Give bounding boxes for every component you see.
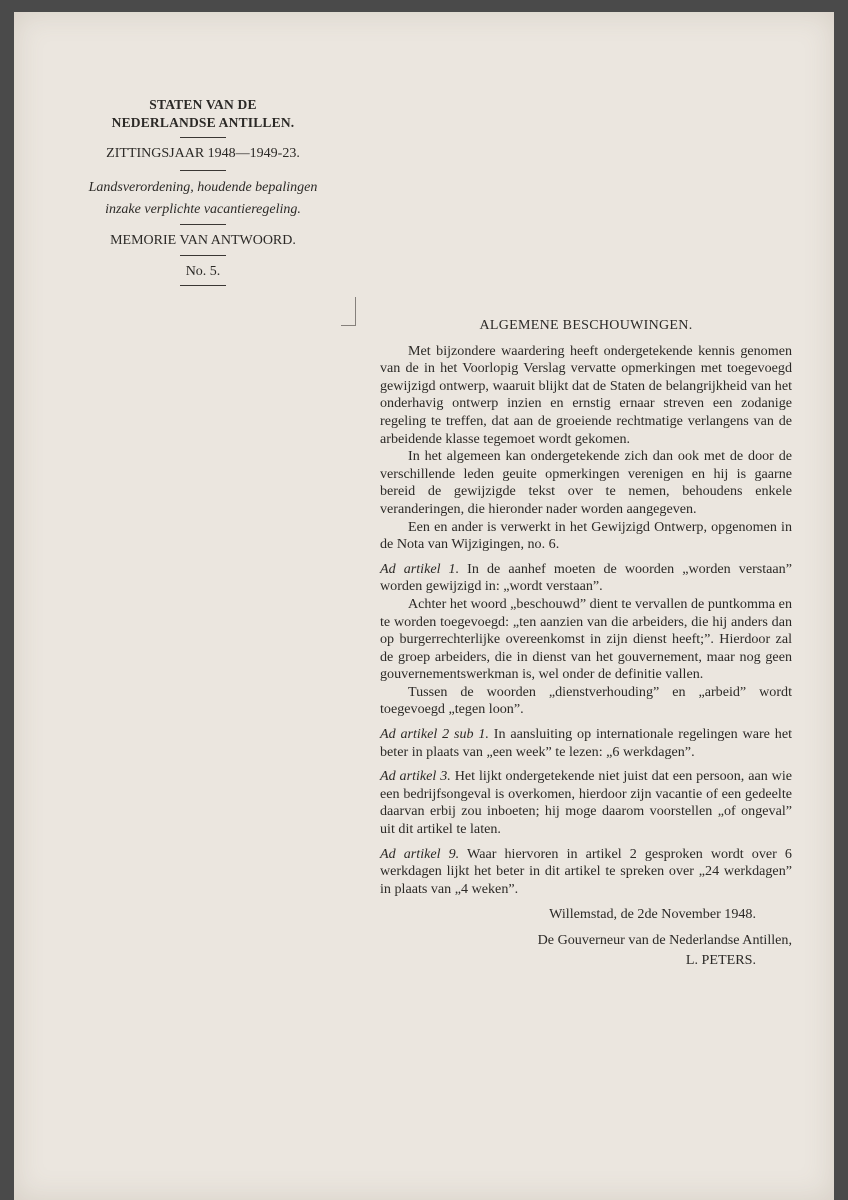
article-1-paragraph	[380, 561, 792, 596]
header-rule	[180, 170, 226, 171]
article-3-paragraph	[380, 768, 792, 838]
document-page	[14, 12, 834, 1200]
article-3-label: Ad artikel 3.	[380, 768, 451, 785]
header-rule	[180, 224, 226, 225]
header-rule	[180, 285, 226, 286]
place-and-date: Willemstad, de 2de November 1948.	[549, 906, 756, 923]
body-paragraph-1: Met bijzondere waardering heeft ondergetekende kennis genomen van de in het Voorlopig Verslag vervatte opmerkingen met toegevoegd gewijzigd ontwerp, waaruit blijkt dat de Staten de belangrijkheid van het onderhavig ontwerp inzien en ernstig ernaar streven een zodanige regeling te treffen, dat aan de groeiende rechtmatige verlangens van de arbeidende klasse tegemoet wordt gekomen.	[380, 342, 792, 447]
article-1-paragraph-2: Achter het woord „beschouwd” dient te vervallen de puntkomma en te worden toegevoegd: „ten aanzien van die arbeiders, die hij anders dan op burgerrechterlijke overeenkomst in zijn dienst heeft;”. Hierdoor zal de groep arbeiders, die in dienst van het gouvernement, maar nog geen gouvernementswerkman is, wel onder de definitie vallen.	[380, 595, 792, 683]
article-1-text: In de aanhef moeten de woorden „worden verstaan” worden gewijzigd in: „wordt verstaan”.	[380, 560, 792, 595]
document-header	[58, 96, 348, 291]
document-number: No. 5.	[185, 264, 221, 279]
signer-title: De Gouverneur van de Nederlandse Antillen,	[537, 932, 792, 948]
article-9-paragraph	[380, 846, 792, 899]
article-1-paragraph-3: Tussen de woorden „dienstverhouding” en „arbeid” wordt toegevoegd „tegen loon”.	[380, 683, 792, 718]
header-rule	[180, 255, 226, 256]
body-paragraph-3: Een en ander is verwerkt in het Gewijzigd Ontwerp, opgenomen in de Nota van Wijzigingen, no. 6.	[380, 518, 792, 553]
article-2-label: Ad artikel 2 sub 1.	[380, 726, 489, 743]
subject-line-1: Landsverordening, houdende bepalingen	[88, 180, 318, 195]
article-2-paragraph	[380, 726, 792, 761]
body-paragraph-2: In het algemeen kan ondergetekende zich dan ook met de door de verschillende leden geuite opmerkingen verenigen en hij is gaarne bereid de gewijzigde tekst over te nemen, behoudens enkele veranderingen, die hieronder nader worden aangegeven.	[380, 448, 792, 517]
document-title: MEMORIE VAN ANTWOORD.	[110, 233, 296, 248]
issuer-line-2: NEDERLANDSE ANTILLEN.	[111, 115, 295, 130]
issuer-line-1: STATEN VAN DE	[149, 97, 257, 112]
article-9-label: Ad artikel 9.	[380, 845, 460, 862]
article-1-label: Ad artikel 1.	[380, 560, 460, 577]
article-2-text: In aansluiting op internationale regelingen ware het beter in plaats van „een week” te lezen: „6 werkdagen”.	[380, 726, 792, 760]
scan-bracket-mark	[341, 297, 356, 326]
session-year: ZITTINGSJAAR 1948—1949-23.	[106, 146, 300, 161]
article-9-text: Waar hiervoren in artikel 2 gesproken wordt over 6 werkdagen lijkt het beter in dit artikel te spreken over „24 werkdagen” in plaats van „4 weken”.	[380, 845, 792, 897]
signer-name: L. PETERS.	[685, 951, 756, 968]
header-rule	[180, 137, 226, 138]
article-3-text: Het lijkt ondergetekende niet juist dat een persoon, aan wie een bedrijfsongeval is overkomen, hierdoor zijn vacantie of een gedeelte daarvan erbij zou inboeten; hij moge daarom voorstellen „of ongeval” uit dit artikel te laten.	[380, 768, 792, 838]
subject-line-2: inzake verplichte vacantieregeling.	[105, 202, 301, 217]
section-heading: ALGEMENE BESCHOUWINGEN.	[479, 318, 693, 333]
document-body	[380, 317, 792, 969]
